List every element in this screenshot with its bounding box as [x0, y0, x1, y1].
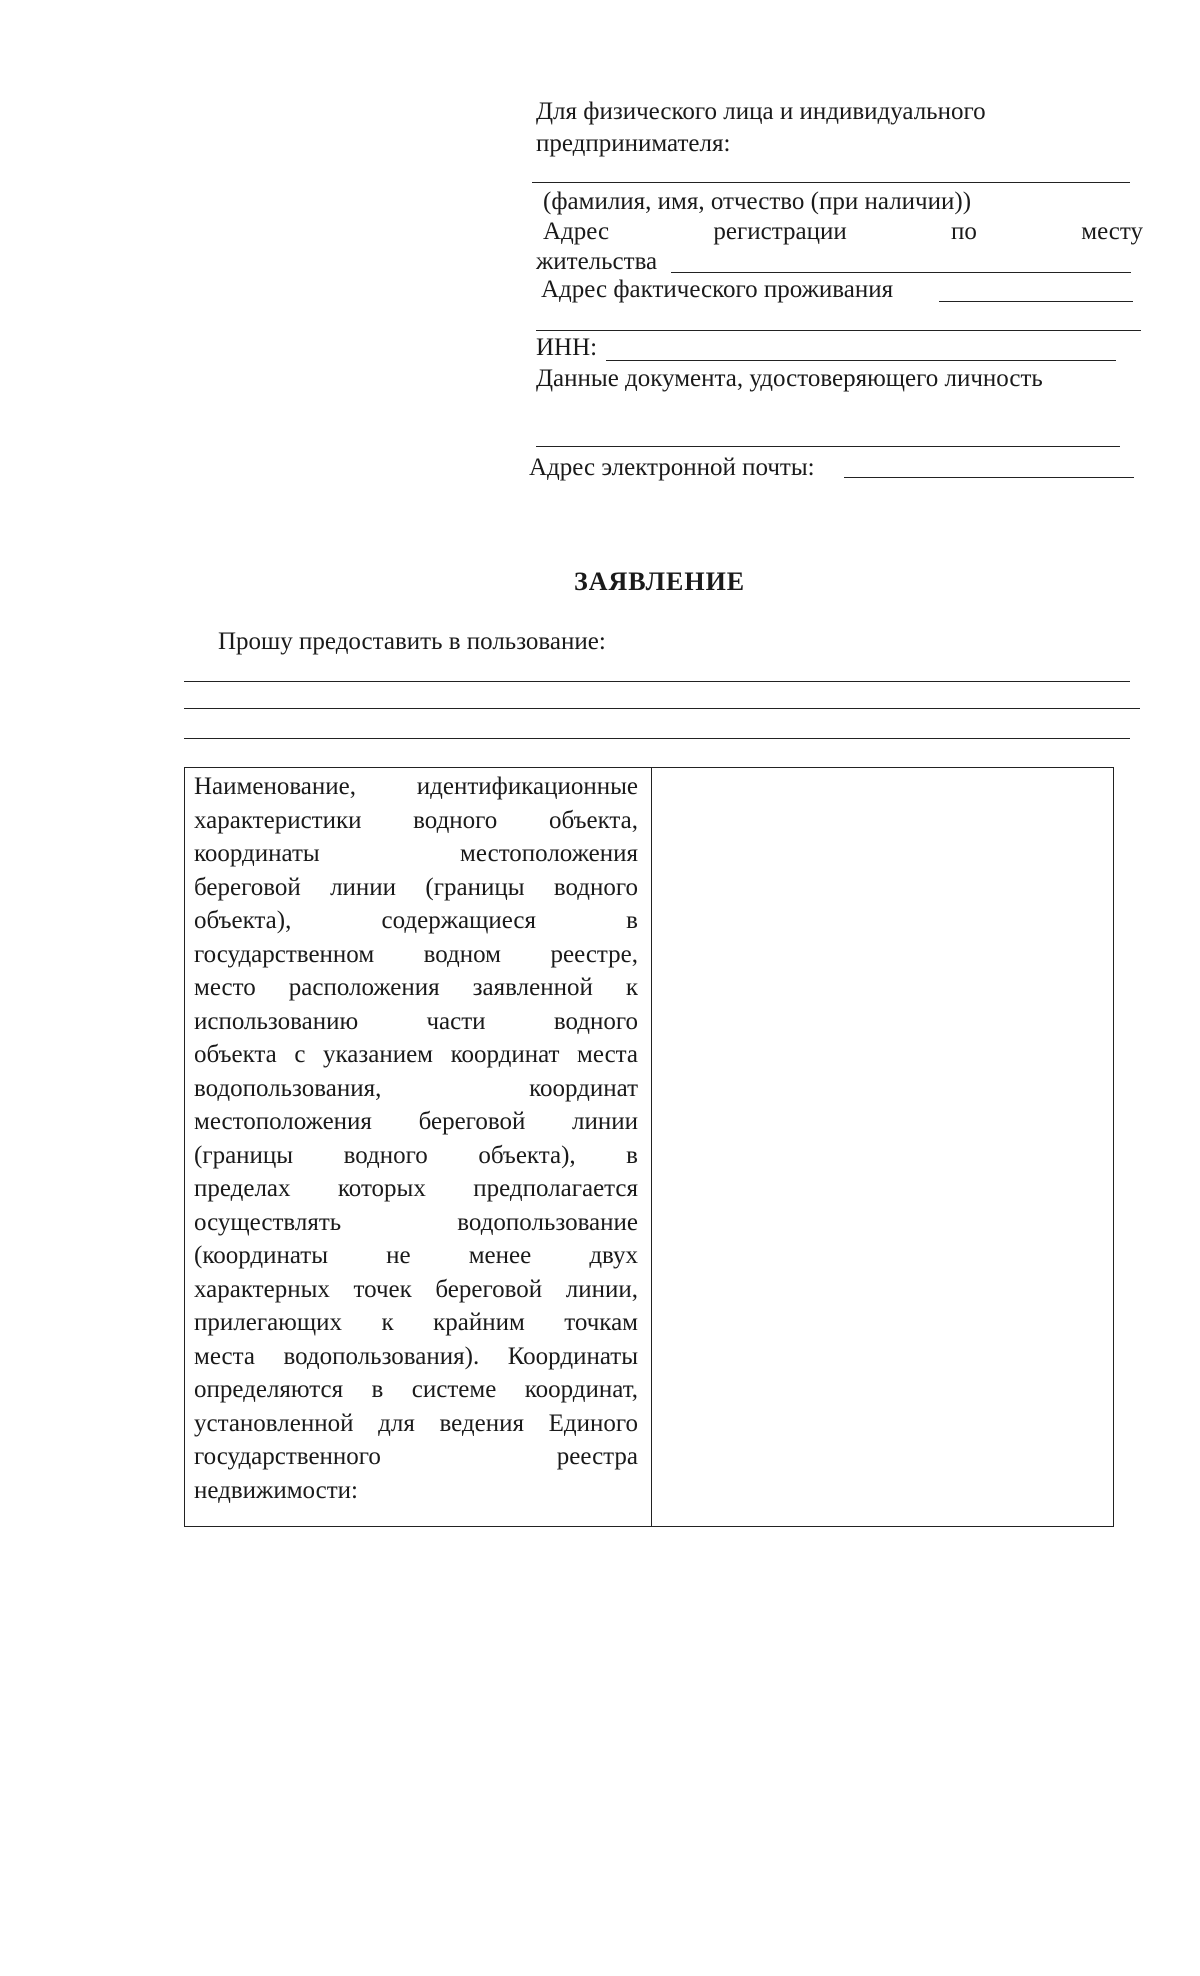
fio-caption: (фамилия, имя, отчество (при наличии)) [543, 188, 972, 215]
email-field-line[interactable] [844, 477, 1134, 478]
actual-address-field-line-2[interactable] [536, 330, 1141, 331]
reg-address-label [543, 216, 1143, 248]
description-line: местоположения береговой линии [194, 1108, 638, 1135]
description-line: установленной для ведения Единого [194, 1409, 638, 1437]
description-line: объекта), содержащиеся в [194, 907, 638, 934]
fio-field-line[interactable] [532, 182, 1130, 183]
description-line: (координаты не менее двух [194, 1242, 638, 1269]
description-line: береговой линии (границы водного [194, 873, 638, 901]
id-document-label: Данные документа, удостоверяющего личность [536, 365, 1043, 392]
inn-label: ИНН: [536, 334, 598, 361]
request-field-line-3[interactable] [184, 738, 1130, 739]
water-object-table [184, 767, 1114, 1527]
description-line: прилегающих к крайним точкам [194, 1309, 638, 1336]
description-line: недвижимости: [194, 1476, 358, 1504]
description-line: водопользования, координат [194, 1074, 638, 1102]
actual-address-field-line[interactable] [939, 301, 1133, 302]
table-divider [651, 768, 652, 1526]
applicant-heading-line1: Для физического лица и индивидуального [536, 98, 986, 125]
description-line: характерных точек береговой линии, [194, 1275, 638, 1303]
description-line: государственного реестра [194, 1443, 638, 1470]
reg-address-word: регистрации [713, 218, 847, 245]
description-line: место расположения заявленной к [194, 974, 638, 1001]
reg-address-word: Адрес [543, 218, 610, 245]
reg-address-label-line2: жительства [536, 248, 658, 275]
reg-address-word: месту [1081, 218, 1143, 245]
table-cell-description [194, 770, 638, 1507]
description-line: осуществлять водопользование [194, 1208, 638, 1236]
description-line: (границы водного объекта), в [194, 1141, 638, 1169]
description-line: использованию части водного [194, 1007, 638, 1035]
actual-address-label: Адрес фактического проживания [541, 276, 894, 303]
inn-field-line[interactable] [606, 360, 1116, 361]
request-field-line-2[interactable] [184, 708, 1140, 709]
email-label: Адрес электронной почты: [529, 454, 815, 481]
reg-address-word: по [951, 218, 977, 245]
statement-title: ЗАЯВЛЕНИЕ [574, 567, 746, 596]
applicant-heading-line2: предпринимателя: [536, 130, 731, 157]
description-line: характеристики водного объекта, [194, 806, 638, 834]
description-line: государственном водном реестре, [194, 940, 638, 968]
table-cell-value[interactable] [653, 768, 1113, 1526]
id-document-field-line[interactable] [536, 446, 1120, 447]
description-line: Наименование, идентификационные [194, 773, 638, 800]
description-line: определяются в системе координат, [194, 1376, 638, 1403]
reg-address-field-line[interactable] [671, 272, 1131, 273]
description-line: пределах которых предполагается [194, 1175, 638, 1202]
description-line: объекта с указанием координат места [194, 1041, 638, 1068]
request-text: Прошу предоставить в пользование: [218, 628, 606, 655]
request-field-line-1[interactable] [184, 681, 1130, 682]
description-line: места водопользования). Координаты [194, 1342, 638, 1370]
description-line: координаты местоположения [194, 840, 638, 867]
